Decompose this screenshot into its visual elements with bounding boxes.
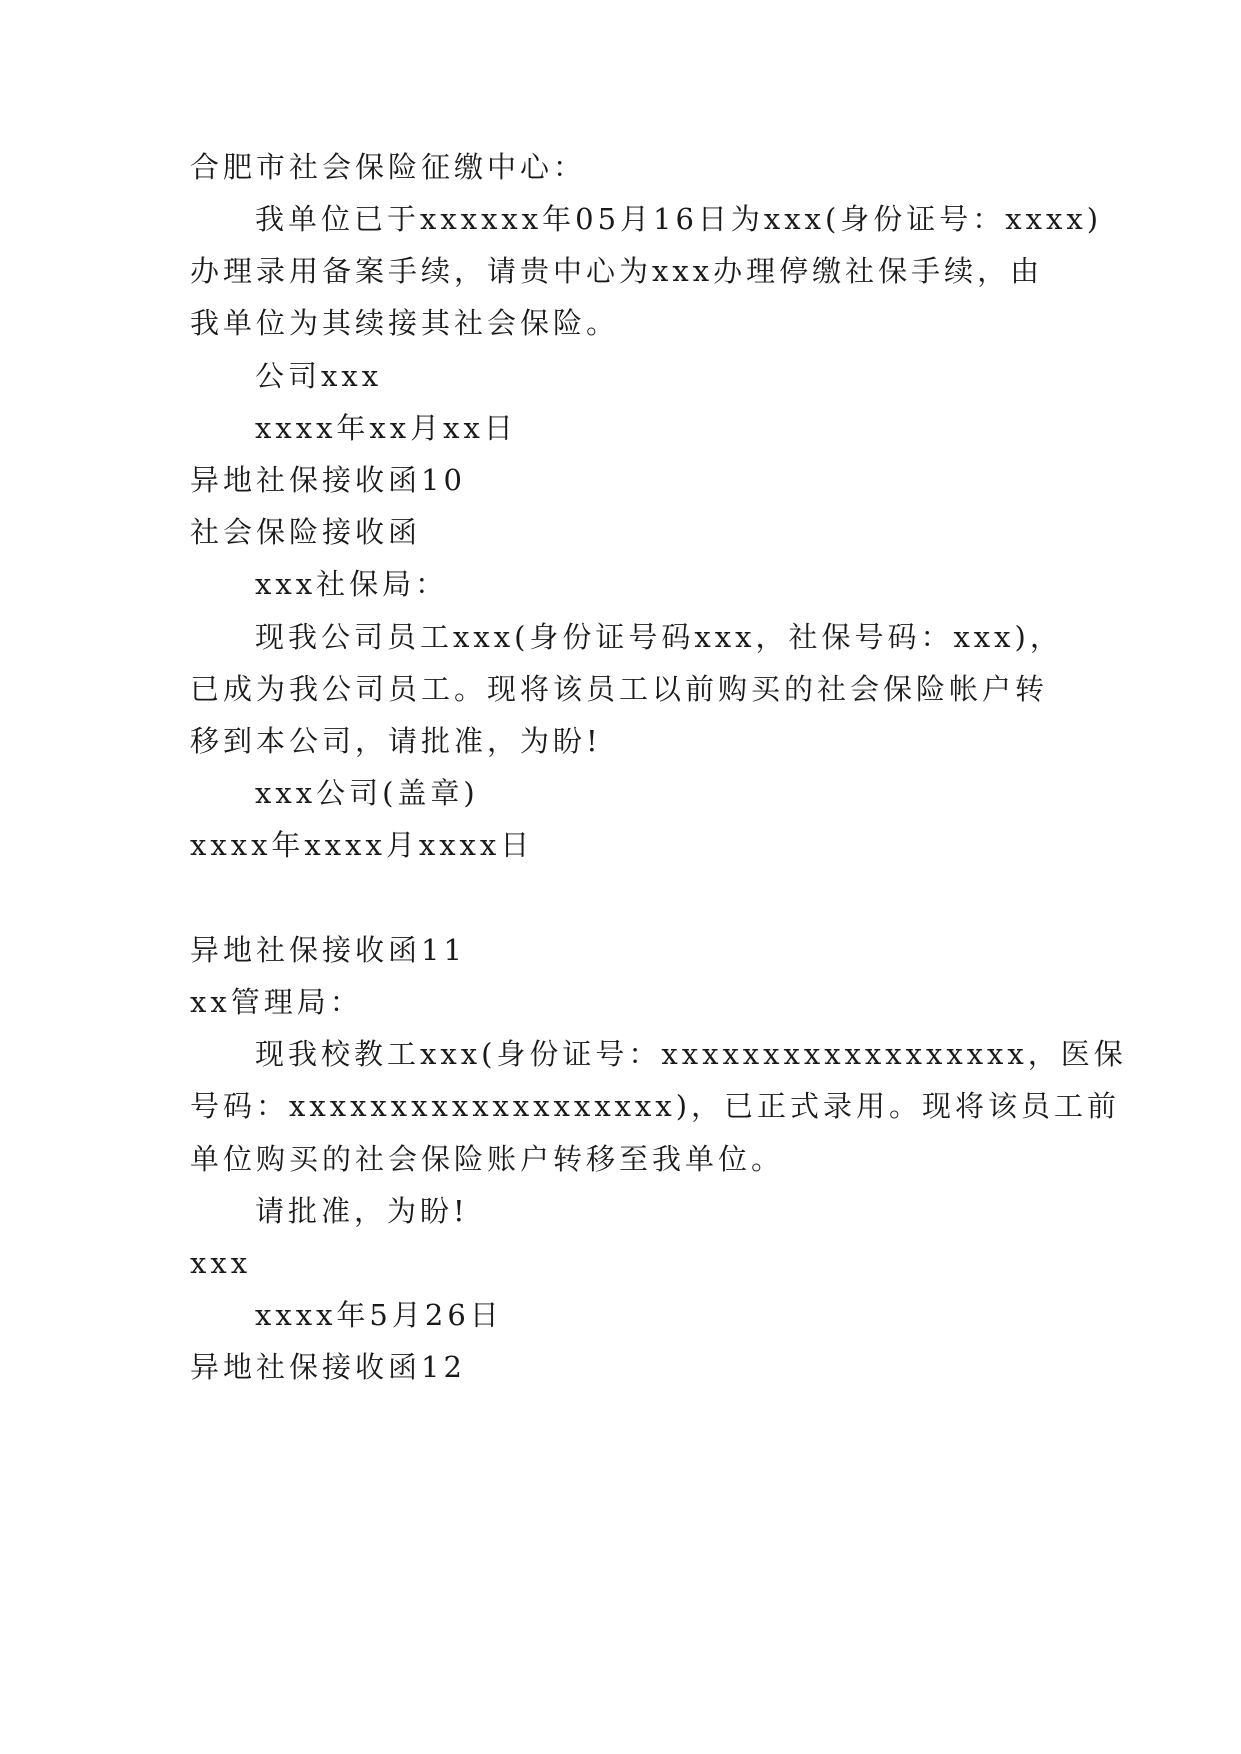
section-heading: 异地社保接收函10 (190, 463, 466, 497)
signature-line: 公司xxx (255, 359, 383, 393)
body-line: 移到本公司，请批准，为盼! (190, 724, 602, 758)
body-line: 已成为我公司员工。现将该员工以前购买的社会保险帐户转 (190, 672, 1049, 706)
section-heading: 异地社保接收函12 (190, 1350, 466, 1384)
addressee-line: xxx社保局： (255, 567, 449, 601)
date-line: xxxx年xx月xx日 (255, 411, 517, 445)
date-line: xxxx年xxxx月xxxx日 (190, 828, 534, 862)
body-line: 现我公司员工xxx(身份证号码xxx，社保号码：xxx)， (255, 620, 1063, 654)
body-line: 现我校教工xxx(身份证号：xxxxxxxxxxxxxxxxxx，医保 (255, 1037, 1127, 1071)
section-heading: 异地社保接收函11 (190, 933, 466, 967)
body-line: 办理录用备案手续，请贵中心为xxx办理停缴社保手续，由 (190, 254, 1044, 288)
letter-title: 社会保险接收函 (190, 515, 422, 549)
body-line: 单位购买的社会保险账户转移至我单位。 (190, 1142, 785, 1176)
body-line: 我单位为其续接其社会保险。 (190, 306, 620, 340)
date-line: xxxx年5月26日 (255, 1298, 503, 1332)
closing-line: 请批准，为盼! (255, 1194, 469, 1228)
addressee-line: xx管理局： (190, 985, 363, 1019)
addressee-line: 合肥市社会保险征缴中心： (190, 150, 587, 184)
signature-line: xxx公司(盖章) (255, 776, 479, 810)
body-line: 号码：xxxxxxxxxxxxxxxxxxx)，已正式录用。现将该员工前 (190, 1089, 1121, 1123)
signature-line: xxx (190, 1246, 252, 1280)
body-line: 我单位已于xxxxxx年05月16日为xxx(身份证号：xxxx) (255, 202, 1103, 236)
